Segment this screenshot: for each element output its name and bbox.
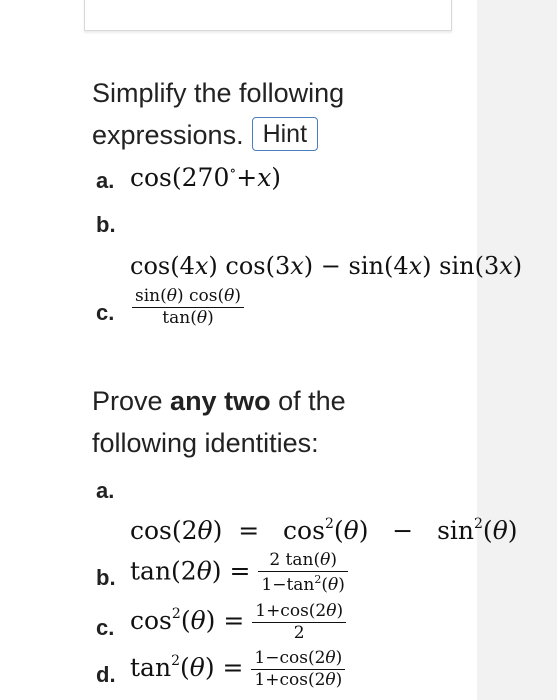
simplify-intro <box>92 72 344 156</box>
identity-tan-double-angle: tan(2θ) = $\frac{2 \tan(\theta)}{1-\tan^2(\theta)}$ <box>130 552 348 594</box>
right-side-panel <box>477 0 557 700</box>
prove-item-a-label: a. <box>96 478 115 503</box>
identity-tan-squared: $\tan^2(\theta)$ = $\frac{1-\cos(2\theta)}{1+\cos(2\theta)}$ <box>130 650 345 689</box>
simplify-item-c-label: c. <box>96 300 115 325</box>
identity-cos-squared: $\cos^2(\theta)$ = $\frac{1+\cos(2\theta)}{2}$ <box>130 603 346 642</box>
simplify-item-a-label: a. <box>96 168 115 193</box>
hint-button[interactable]: Hint <box>252 117 318 151</box>
prove-item-b-label: b. <box>96 565 116 590</box>
prove-intro <box>92 380 346 464</box>
simplify-intro-line1: Simplify the following <box>92 78 345 108</box>
prove-item-d-label: d. <box>96 662 116 687</box>
simplify-intro-line2: expressions. <box>92 120 244 150</box>
prove-intro-line2: following identities: <box>92 428 319 458</box>
prove-intro-pre: Prove <box>92 386 171 416</box>
prove-intro-bold: any two <box>170 386 271 416</box>
prove-item-c-label: c. <box>96 615 115 640</box>
expression-sin-cos-over-tan: $\frac{\sin(\theta) \cos(\theta)}{\tan(\theta)}$ <box>132 288 244 327</box>
identity-cos-double-angle: $\cos(2\theta) = \cos^2(\theta) - \sin^2(\theta)$ <box>130 516 518 545</box>
simplify-item-b-label: b. <box>96 212 116 237</box>
previous-content-card <box>84 0 452 31</box>
expression-cos4x-cos3x-minus-sin4x-sin3x: cos(4x) cos(3x) − sin(4x) sin(3x) <box>130 252 523 280</box>
expression-cos-270-plus-x: cos(270∘+x) <box>130 163 282 192</box>
prove-intro-post: of the <box>270 386 346 416</box>
